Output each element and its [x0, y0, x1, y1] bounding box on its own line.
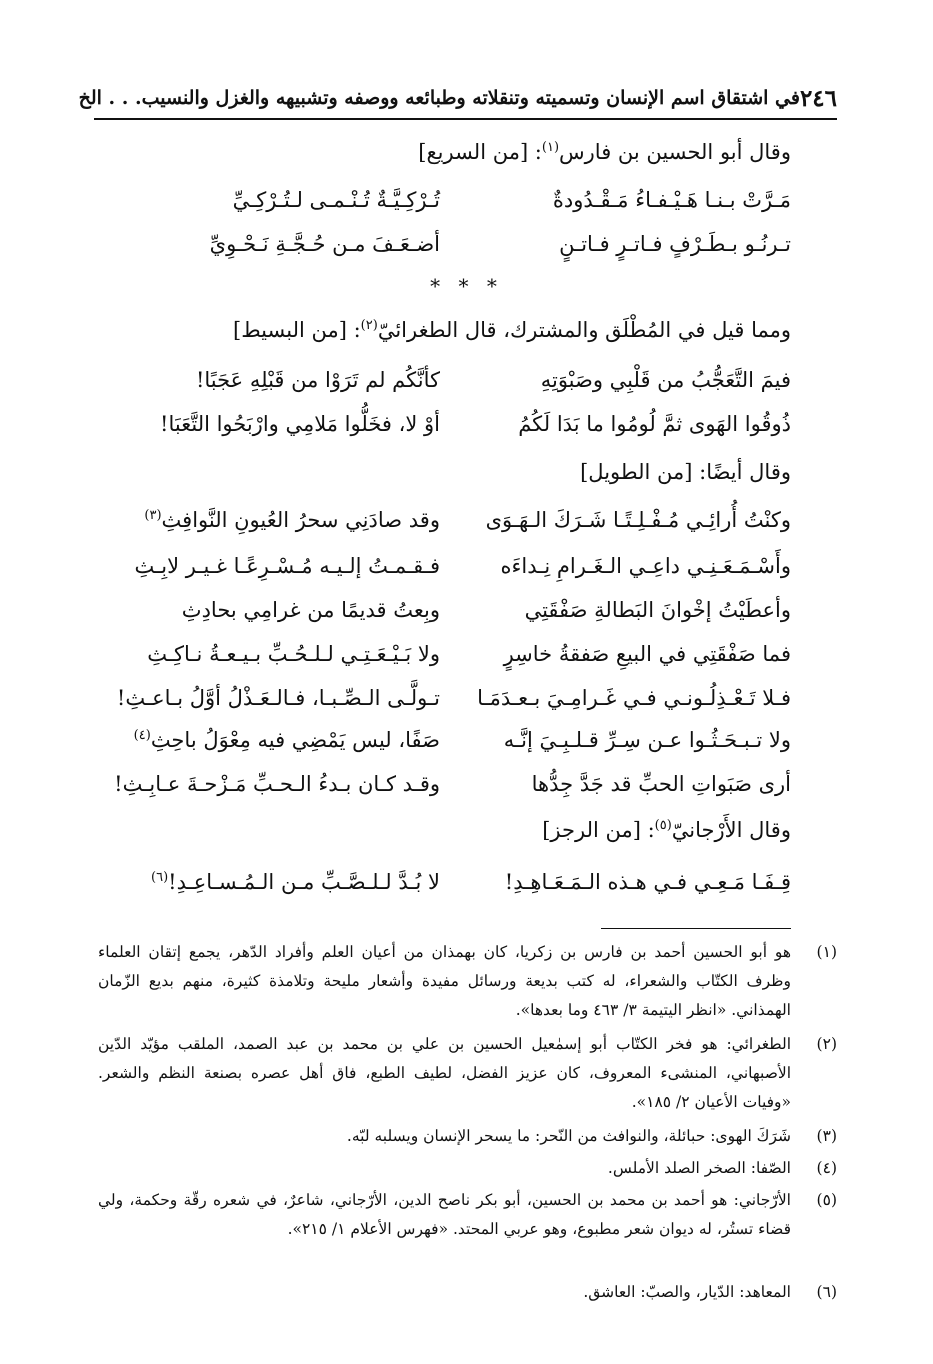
verse-hemistich: فيمَ التَّعَجُّبُ من قَلْبِي وصَبْوَتِهِ	[540, 368, 791, 392]
footnote-number: (٦)	[816, 1283, 837, 1301]
footnote-divider	[601, 928, 791, 929]
poem-intro: وقال الأَرْجانيّ$^{(٥)}$: [من الرجز]	[542, 818, 791, 842]
footnote-text: الأرّجاني: هو أحمد بن محمد بن الحسين، أبو بكر ناصح الدين، الأرّجاني، شاعرٌ، في شعره رقّة وحكمة، ولي قضاء تستُر، له ديوان شعر مطبوع، وهو عربي المحتد. «فهرس الأعلام ١/ ٢١٥».	[98, 1191, 791, 1238]
footnote-number: (٤)	[816, 1159, 837, 1177]
footnote-text: هو أبو الحسين أحمد بن فارس بن زكريا، كان بهمذان من أعيان العلم وأفراد الدّهر، يجمع إتقان العلماء وظرف الكتّاب والشعراء، له كتب بديعة ورسائل مفيدة وأشعار مليحة وتلامذة كثيرة، منهم بديع الزّمان الهمذاني. «انظر اليتيمة ٣/ ٤٦٣ وما بعدها».	[98, 943, 791, 1019]
footnote-ref: (٢)	[360, 318, 378, 333]
footnote-text: المعاهد: الدّيار، والصبّ: العاشق.	[583, 1283, 791, 1301]
footnote-number: (٣)	[816, 1127, 837, 1145]
footnote-number: (١)	[816, 943, 837, 961]
verse-hemistich: كأنَّكُم لم تَرَوْا من قَبْلِهِ عَجَبًا!	[195, 368, 440, 392]
running-title: في اشتقاق اسم الإنسان وتسميته وتنقلاته وطبائعه ووصفه وتشبيهه والغزل والنسيب. . . الخ	[78, 87, 800, 109]
footnote	[98, 1154, 837, 1183]
footnote-ref: (١)	[541, 140, 560, 155]
verse-line	[116, 680, 791, 716]
footnote	[98, 1122, 837, 1151]
footnote-number: (٥)	[816, 1191, 837, 1209]
footnote-ref: (٦)	[151, 870, 169, 885]
verse-hemistich: وأعطَيْتُ إخْوانَ البَطالةِ صَفْقَتِي	[524, 598, 791, 622]
verse-hemistich: ولا بَـيْـعَـتِـي لـلـحُـبِّ بـيـعـةُ نـاكِـثِ	[147, 642, 440, 666]
verse-line	[150, 182, 791, 218]
verse-hemistich: أرى صَبَواتِ الحبِّ قد جَدَّ جِدُّها	[531, 772, 791, 796]
verse-hemistich: تـولَّـى الـصِّـبـا، فـالـعَـذْلُ أوَّلُ بـاعـثِ!	[116, 686, 440, 710]
verse-hemistich: أضـعَـفَ مـن حُـجَّـةِ نَـحْـوِيِّ	[209, 232, 440, 256]
verse-line	[114, 766, 791, 802]
verse-hemistich: وأَسْـمَـعَـنِـي داعِـي الـغَـرامِ نِـداءَه	[500, 554, 791, 578]
footnote-number: (٢)	[816, 1035, 837, 1053]
verse-hemistich: فما صَفْقَتِي في البيعِ صَفقةُ خاسِرٍ	[503, 642, 791, 666]
verse-hemistich: وبِعتُ قديمًا من غرامِي بحادِثِ	[181, 598, 440, 622]
verse-hemistich: تُـرْكِـيَّـةٌ تُـنْـمـى لـتُـرْكِـيِّ	[232, 188, 440, 212]
footnote-ref: (٣)	[144, 508, 162, 523]
verse-hemistich: تـرنُـو بـطَـرْفٍ فـاتـرٍ فـاتـنٍ	[559, 232, 791, 256]
footnote-ref: (٤)	[133, 728, 151, 743]
page-header	[78, 78, 837, 120]
verse-line	[144, 502, 791, 538]
footnote	[98, 1278, 837, 1307]
footnote	[98, 1030, 837, 1117]
verse-line	[134, 548, 791, 584]
verse-line	[150, 226, 791, 262]
verse-hemistich: أوْ لا، فخَلُّوا مَلامِي وارْبَحُوا التَّعَبَا!	[160, 412, 440, 436]
poem-intro: ومما قيل في المُطْلَق والمشترك، قال الطغرائيّ$^{(٢)}$: [من البسيط]	[233, 318, 791, 342]
verse-line	[147, 636, 791, 672]
footnote	[98, 1186, 837, 1244]
section-separator: * * *	[430, 274, 503, 298]
verse-hemistich: فـلا تَـعْـذِلُـونـي فـي غَـرامِـيَ بـعـدَمَـا	[477, 686, 791, 710]
verse-hemistich: ذُوقُوا الهَوى ثمَّ لُومُوا ما بَدَا لَكُمُ	[518, 412, 791, 436]
verse-hemistich: ولا تـبـحَـثُـوا عـن سِـرِّ قـلـبِـيَ إنَّـه	[503, 728, 791, 752]
verse-hemistich: فـقـمـتُ إلـيـه مُـسْـرِعًـا غـيـر لابِـثِ	[134, 554, 440, 578]
verse-hemistich: وقد صادَنِي سحرُ العُيونِ النَّوافِثِ$^{(٣)}$	[144, 508, 440, 532]
page-number: ٢٤٦	[799, 84, 837, 112]
verse-hemistich: قِـفَـا مَـعِـي فـي هـذه الـمَـعَـاهِـدِ!	[504, 870, 791, 894]
footnote-ref: (٥)	[654, 818, 672, 833]
verse-hemistich: وقـد كـان بـدءُ الـحـبِّ مَـزْحـةَ عـابِـثِ!	[114, 772, 440, 796]
verse-hemistich: وكنْتُ أُرائِـي مُـفْـلِـتًـا شَـرَكَ الـهَـوَى	[485, 508, 791, 532]
footnote-text: الطغرائي: هو فخر الكتّاب أبو إسمٰعيل الحسين بن علي بن محمد بن عبد الصمد، الملقب مؤيّد الدّين الأصبهاني، المنشىء المعروف، كان عزيز الفضل، لطيف الطبع، فاق أهل عصره بصنعة النظم والشعر. «وفيات الأعيان ٢/ ١٨٥».	[98, 1035, 791, 1111]
verse-hemistich: لا بُـدَّ لـلـصَّـبِّ مـن الـمُـسـاعِـدِ!$^{(٦)}$	[151, 870, 440, 894]
footnote	[98, 938, 837, 1025]
footnote-text: شَرَكَ الهوى: حبائلة، والنوافث من النّحر: ما يسحر الإنسان ويسلبه لبّه.	[346, 1127, 791, 1145]
verse-hemistich: مَـرَّتْ بـنـا هَـيْـفـاءُ مَـقْـدُودةٌ	[552, 188, 791, 212]
verse-line	[133, 722, 791, 758]
verse-hemistich: صَفًا، ليس يَمْضِي فيه مِعْوَلُ باحِثِ$^{(٤)}$	[133, 728, 440, 752]
poem-intro: وقال أيضًا: [من الطويل]	[580, 460, 791, 484]
verse-line	[150, 406, 791, 442]
verse-line	[150, 592, 791, 628]
footnote-text: الصّفا: الصخر الصلد الأملس.	[607, 1159, 791, 1177]
verse-line	[150, 362, 791, 398]
poem-intro: وقال أبو الحسين بن فارس$^{(١)}$: [من السريع]	[418, 140, 791, 164]
verse-line	[150, 864, 791, 900]
